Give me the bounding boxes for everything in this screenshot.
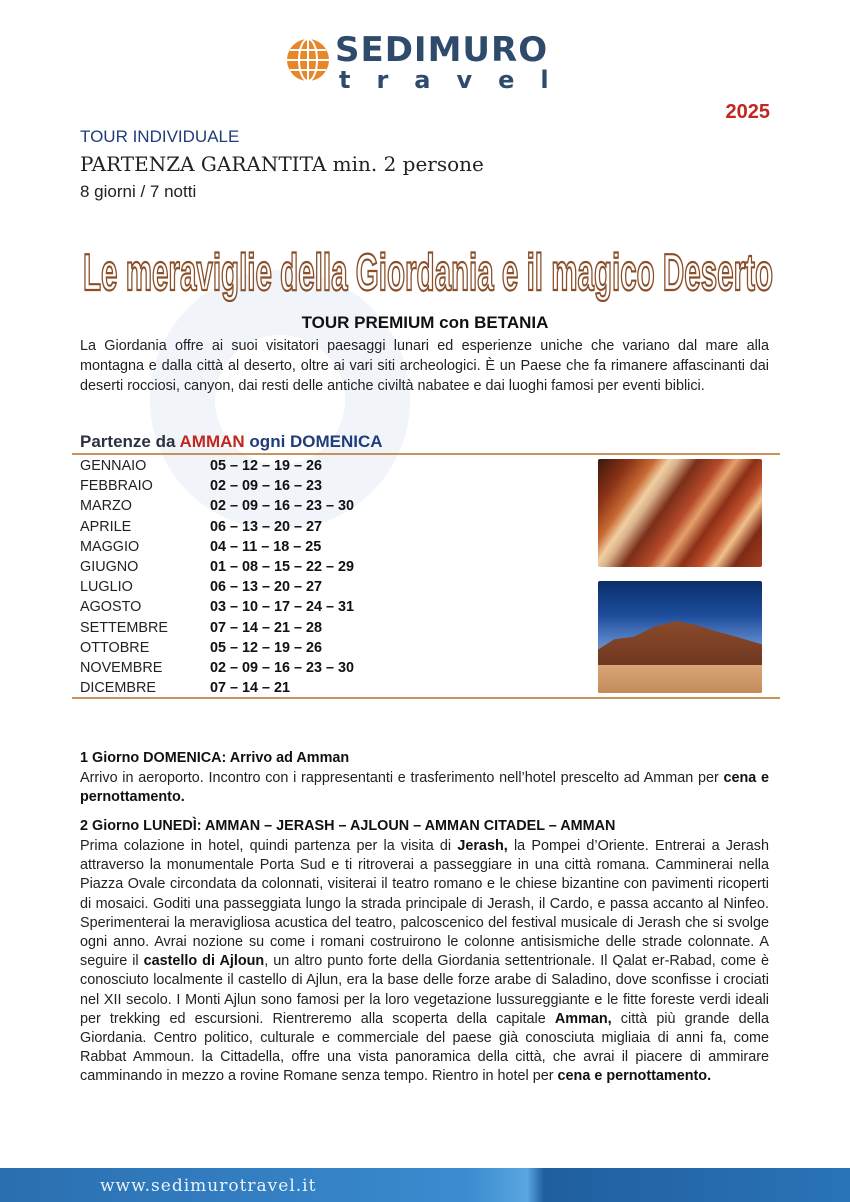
month-dates: 06 – 13 – 20 – 27 <box>210 579 323 596</box>
day-1-title: 1 Giorno DOMENICA: Arrivo ad Amman <box>80 750 350 766</box>
month-name: OTTOBRE <box>80 639 150 656</box>
year-label: 2025 <box>725 101 770 123</box>
month-name: SETTEMBRE <box>80 619 168 636</box>
intro-paragraph: La Giordania offre ai suoi visitatori paesaggi lunari ed esperienze uniche che variano dal mare alla montagna e dalla città al deserto, oltre ai vari siti archeologici. È un Paese che fa rimanere affascinanti dai deserti rocciosi, canyon, dai resti delle antiche civiltà nabatee e dai luoghi famosi per eventi biblici. <box>80 338 769 394</box>
departures-table <box>80 456 354 698</box>
globe-icon <box>285 37 331 83</box>
month-name: MARZO <box>80 498 132 515</box>
month-dates: 02 – 09 – 16 – 23 <box>210 478 323 495</box>
brand-tagline: travel <box>339 66 575 94</box>
text-run: Prima colazione in hotel, quindi partenza per la visita di <box>80 838 458 854</box>
table-row <box>80 597 354 617</box>
table-row <box>80 638 354 658</box>
bold-text: castello di Ajloun <box>143 953 265 970</box>
table-row <box>80 496 354 516</box>
month-name: NOVEMBRE <box>80 659 163 676</box>
month-name: LUGLIO <box>80 579 133 596</box>
day-2-title: 2 Giorno LUNEDÌ: AMMAN – JERASH – AJLOUN – AMMAN CITADEL – AMMAN <box>80 818 616 834</box>
table-row <box>80 517 354 537</box>
table-row <box>80 678 354 698</box>
month-name: AGOSTO <box>80 599 142 616</box>
table-bottom-rule <box>72 697 780 699</box>
table-row <box>80 658 354 678</box>
table-row <box>80 557 354 577</box>
bold-text: cena e pernottamento. <box>557 1068 712 1085</box>
month-name: GENNAIO <box>80 458 147 474</box>
table-row <box>80 577 354 597</box>
text-run: città più grande della Giordania. Centro politico, culturale e commerciale del paese già conosciuta migliaia di anni fa, come Rabbat Ammoun. la Cittadella, offre una vista panoramica della città, che avrai il piacere di ammirare camminando in mezzo a rovine Romane senza tempo. Rientro in hotel per <box>80 1010 769 1085</box>
brand-logo <box>285 30 585 92</box>
table-row <box>80 476 354 496</box>
tour-type: TOUR INDIVIDUALE <box>80 127 240 146</box>
month-dates: 02 – 09 – 16 – 23 – 30 <box>210 659 355 676</box>
month-dates: 01 – 08 – 15 – 22 – 29 <box>210 558 355 575</box>
headline <box>78 240 778 302</box>
departures-title-suffix: ogni DOMENICA <box>249 432 383 451</box>
text-run: , un altro punto forte della Giordania settentrionale. Il Qalat er-Rabad, come è conosciuto localmente il castello di Ajlun, era la base delle forze arabe di Saladino, dove sconfisse i crociati nel XII secolo. I Monti Ajlun sono famosi per la loro vegetazione lussureggiante e le fitte foreste verdi ideali per trekking ed escursioni. Rientreremo alla scoperta della capitale <box>80 953 769 1027</box>
table-row <box>80 456 354 476</box>
departures-title-city: AMMAN <box>179 432 245 451</box>
table-top-rule <box>72 453 780 455</box>
month-name: MAGGIO <box>80 538 140 555</box>
month-dates: 07 – 14 – 21 <box>210 680 291 697</box>
petra-rock-photo <box>598 459 762 567</box>
month-name: APRILE <box>80 518 132 535</box>
bold-text: cena e pernottamento. <box>80 770 769 806</box>
desert-sand <box>598 665 762 693</box>
text-run: la Pompei d’Oriente. Entrerai a Jerash attraverso la monumentale Porta Sud e ti ritroverai a passeggiare in una città romana. Camminerai nella Piazza Ovale circondata da colonnati, visiterai il teatro romano e le chiese bizantine con pavimenti ricoperti di mosaici. Goditi una passeggiata lungo la strada principale di Jerash, il Cardo, e passa accanto al Ninfeo. Sperimenterai la meravigliosa acustica del teatro, palcoscenico del festival musicale di Jerash che si svolge ogni anno. Avrai nozione su come i romani costruirono le colonne antisismiche delle strade colonnate. A seguire il <box>80 838 769 970</box>
month-dates: 03 – 10 – 17 – 24 – 31 <box>210 599 355 616</box>
text-run: Arrivo in aeroporto. Incontro con i rappresentanti e trasferimento nell’hotel prescelto ad Amman per <box>80 770 724 786</box>
headline-text: Le meraviglie della Giordania e il magico Deserto <box>83 244 773 302</box>
table-row <box>80 618 354 638</box>
departures-title-prefix: Partenze da <box>80 432 176 451</box>
month-dates: 06 – 13 – 20 – 27 <box>210 518 323 535</box>
month-dates: 07 – 14 – 21 – 28 <box>210 619 323 636</box>
brand-name: SEDIMURO <box>335 30 549 70</box>
desert-tombs-photo <box>598 581 762 693</box>
table-row <box>80 537 354 557</box>
guarantee-line: PARTENZA GARANTITA min. 2 persone <box>80 152 484 176</box>
month-name: GIUGNO <box>80 558 139 575</box>
month-name: FEBBRAIO <box>80 478 153 495</box>
departures-title <box>80 432 383 452</box>
day-2-text <box>80 837 769 1087</box>
footer-url[interactable]: www.sedimurotravel.it <box>100 1176 317 1196</box>
bold-text: Amman, <box>554 1010 612 1027</box>
duration-line: 8 giorni / 7 notti <box>80 182 197 201</box>
month-dates: 05 – 12 – 19 – 26 <box>210 639 323 656</box>
bold-text: Jerash, <box>457 838 508 854</box>
day-1-text <box>80 769 769 807</box>
month-name: DICEMBRE <box>80 680 156 697</box>
month-dates: 02 – 09 – 16 – 23 – 30 <box>210 498 355 515</box>
month-dates: 04 – 11 – 18 – 25 <box>210 538 322 555</box>
subtitle: TOUR PREMIUM con BETANIA <box>301 313 549 332</box>
month-dates: 05 – 12 – 19 – 26 <box>210 458 323 474</box>
